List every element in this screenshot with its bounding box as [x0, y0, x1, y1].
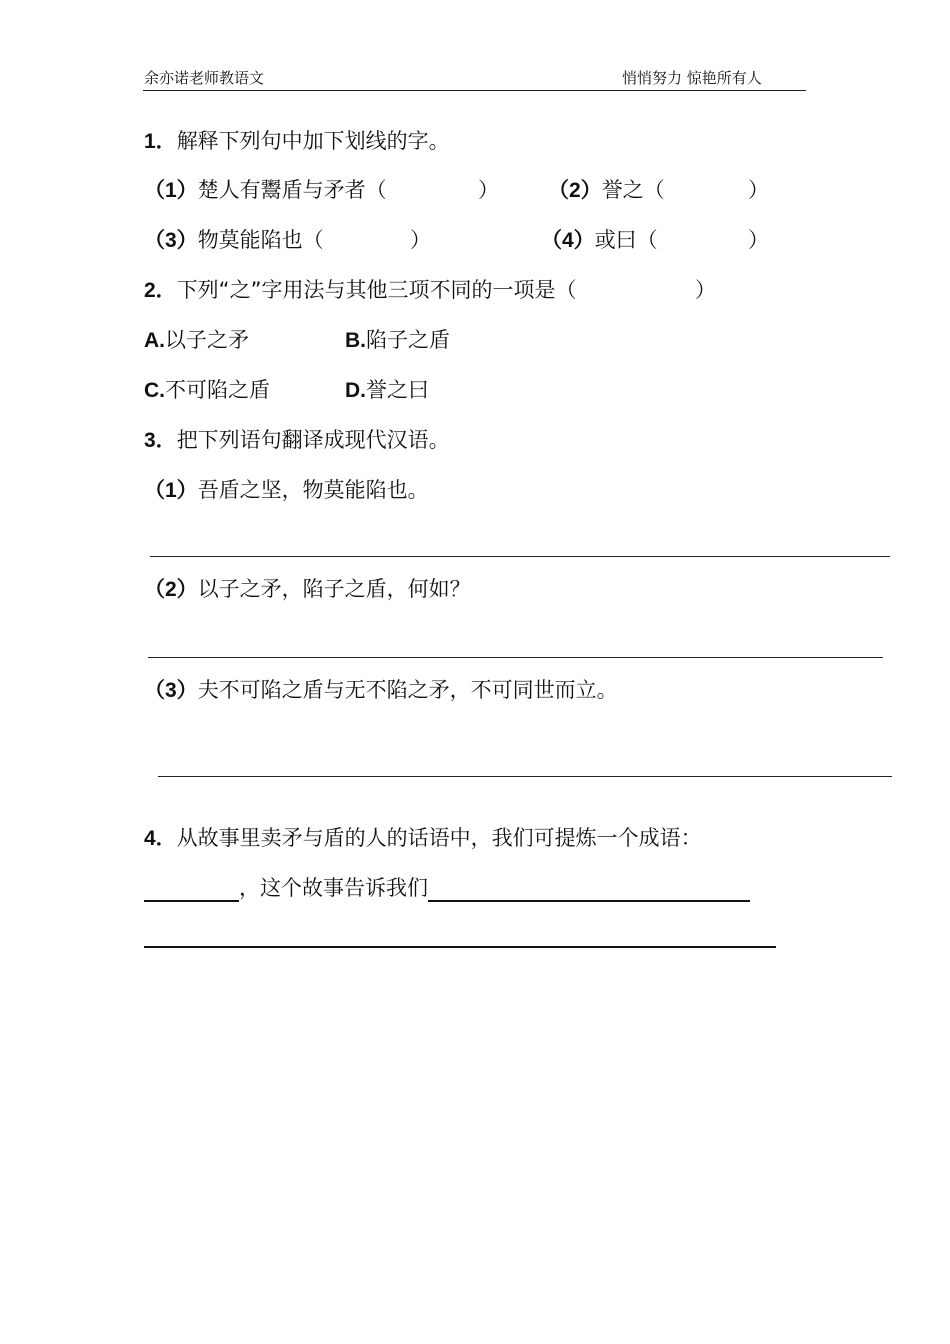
q2-option-b: [345, 326, 450, 355]
q3-answer-line-3[interactable]: [158, 776, 892, 777]
q2-close-paren: ）: [695, 278, 716, 302]
q3-item-3-text: 夫不可陷之盾与无不陷之矛，不可同世而立。: [197, 678, 618, 702]
q1-item-3-label: （3）: [144, 229, 198, 252]
q2-option-d-text: 誉之曰: [366, 378, 429, 402]
q3-item-2-text: 以子之矛，陷子之盾，何如？: [197, 577, 471, 601]
q3-item-1-label: （1）: [144, 479, 198, 502]
q3-item-3-label: （3）: [144, 679, 198, 702]
q1-item-2-label: （2）: [548, 179, 602, 202]
q2-option-a-letter: A.: [144, 329, 165, 352]
q1-item-1-label: （1）: [144, 179, 198, 202]
q2-option-c-text: 不可陷之盾: [165, 378, 270, 402]
header-divider: [143, 90, 806, 91]
q4-middle-text: ，这个故事告诉我们: [239, 876, 428, 900]
q3-title: 把下列语句翻译成现代汉语。: [176, 428, 450, 452]
q1-item-2: [548, 176, 665, 205]
q2-option-d-letter: D.: [345, 379, 366, 402]
header-left-title: 余亦诺老师教语文: [144, 69, 265, 87]
q1-heading: [144, 127, 450, 156]
q2-option-a-text: 以子之矛: [165, 328, 249, 352]
q4-lesson-blank[interactable]: [428, 876, 750, 902]
q1-item-4-text: 或曰（: [594, 228, 658, 252]
q1-item-2-close: ）: [748, 178, 769, 202]
q2-option-c-letter: C.: [144, 379, 165, 402]
q4-fill-row: [144, 874, 750, 902]
q4-lesson-blank-continued[interactable]: [144, 946, 776, 948]
q1-item-3-close: ）: [410, 228, 431, 252]
header-right-slogan: 悄悄努力 惊艳所有人: [622, 69, 762, 87]
q2-option-b-letter: B.: [345, 329, 366, 352]
q3-item-1-text: 吾盾之坚，物莫能陷也。: [197, 478, 429, 502]
q1-item-4-close: ）: [748, 228, 769, 252]
q3-item-3: [144, 676, 618, 705]
q2-heading: [144, 276, 576, 305]
q3-answer-line-1[interactable]: [150, 556, 890, 557]
q4-number: 4．: [144, 827, 177, 850]
q3-number: 3．: [144, 429, 177, 452]
q1-item-3-text: 物莫能陷也（: [197, 228, 324, 252]
q1-item-2-text: 誉之（: [601, 178, 665, 202]
q1-title: 解释下列句中加下划线的字。: [176, 129, 450, 153]
q3-item-2: [144, 575, 471, 604]
q4-idiom-blank[interactable]: [144, 876, 239, 902]
q3-item-2-label: （2）: [144, 578, 198, 601]
q1-item-1-text: 楚人有鬻盾与矛者（: [197, 178, 387, 202]
q1-item-1: [144, 176, 387, 205]
q2-option-a: [144, 326, 249, 355]
q3-answer-line-2[interactable]: [148, 657, 883, 658]
q1-item-1-close: ）: [478, 178, 499, 202]
q2-title: 下列“之”字用法与其他三项不同的一项是（: [176, 278, 577, 302]
q1-number: 1．: [144, 130, 177, 153]
q1-item-4: [541, 226, 658, 255]
q2-option-b-text: 陷子之盾: [366, 328, 450, 352]
q3-heading: [144, 426, 450, 455]
q4-heading: [144, 824, 702, 853]
q1-item-4-label: （4）: [541, 229, 595, 252]
q2-option-c: [144, 376, 270, 405]
q3-item-1: [144, 476, 429, 505]
q1-item-3: [144, 226, 324, 255]
q4-title: 从故事里卖矛与盾的人的话语中，我们可提炼一个成语：: [176, 826, 702, 850]
q2-number: 2．: [144, 279, 177, 302]
q2-option-d: [345, 376, 429, 405]
